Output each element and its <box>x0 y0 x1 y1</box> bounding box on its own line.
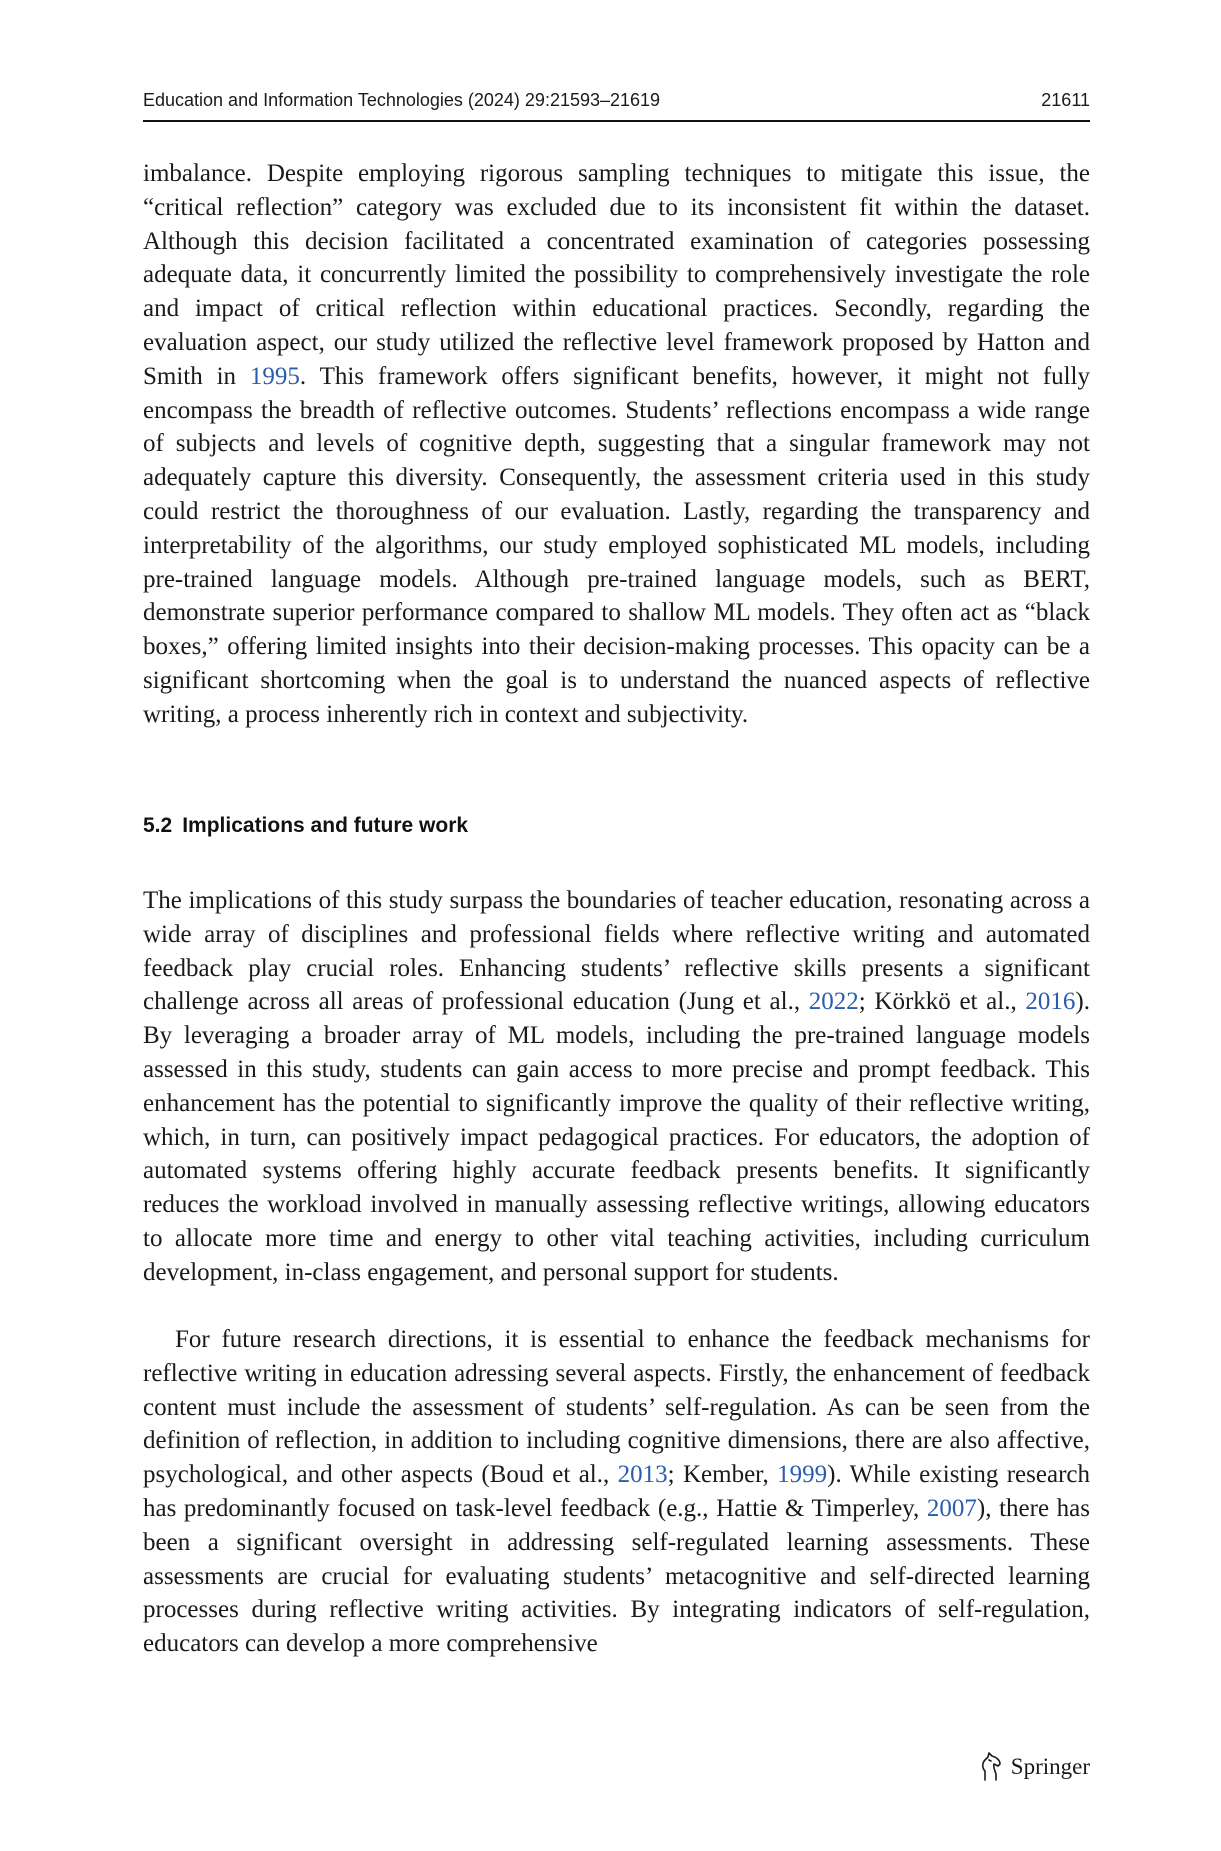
text-run: ). While existing research has predominantly focused on task-level feedback (e.g., Hattie & Timperley, <box>143 1461 1090 1522</box>
running-header <box>143 90 1090 122</box>
limitations-paragraph <box>143 157 1090 732</box>
citation-link-kember-1999[interactable]: 1999 <box>777 1461 828 1489</box>
citation-link-hattie-timperley-2007[interactable]: 2007 <box>926 1494 977 1522</box>
section-number: 5.2 <box>143 814 173 837</box>
springer-horse-icon <box>979 1752 1003 1782</box>
section-heading <box>143 814 468 838</box>
publisher-logo <box>979 1750 1090 1784</box>
text-run: ; Körkkö et al., <box>858 988 1026 1016</box>
text-run: . This framework offers significant benefits, however, it might not fully encompass the breadth of reflective outcomes. Students’ reflections encompass a wide range of subjects and levels of cognitive depth, suggesting that a singular framework may not adequately capture this diversity. Consequently, the assessment criteria used in this study could restrict the thoroughness of our evaluation. Lastly, regarding the transparency and interpretability of the algorithms, our study employed sophisticated ML models, including pre-trained language models. Although pre-trained language models, such as BERT, demonstrate superior performance compared to shallow ML models. They often act as “black boxes,” offering limited insights into their decision-making processes. This opacity can be a significant shortcoming when the goal is to understand the nuanced aspects of reflective writing, a process inherently rich in context and subjectivity. <box>143 362 1090 728</box>
implications-paragraph <box>143 884 1090 1290</box>
publisher-name: Springer <box>1010 1754 1090 1779</box>
text-run: imbalance. Despite employing rigorous sampling techniques to mitigate this issue, the “critical reflection” category was excluded due to its inconsistent fit within the dataset. Although this decision facilitated a concentrated examination of categories possessing adequate data, it concurrently limited the possibility to comprehensively investigate the role and impact of critical reflection within educational practices. Secondly, regarding the evaluation aspect, our study utilized the reflective level framework proposed by Hatton and Smith in <box>143 160 1090 390</box>
text-run: The implications of this study surpass the boundaries of teacher education, resonating across a wide array of disciplines and professional fields where reflective writing and automated feedback play crucial roles. Enhancing students’ reflective skills presents a significant challenge across all areas of professional education (Jung et al., <box>143 887 1090 1016</box>
text-run: ), there has been a significant oversight in addressing self-regulated learning assessments. These assessments are crucial for evaluating students’ metacognitive and self-directed learning processes during reflective writing activities. By integrating indicators of self-regulation, educators can develop a more comprehensive <box>143 1494 1090 1658</box>
text-run: For future research directions, it is essential to enhance the feedback mechanisms for reflective writing in education adressing several aspects. Firstly, the enhancement of feedback content must include the assessment of students’ self-regulation. As can be seen from the definition of reflection, in addition to including cognitive dimensions, there are also affective, psychological, and other aspects (Boud et al., <box>143 1326 1090 1489</box>
section-title: Implications and future work <box>182 814 469 837</box>
citation-link-hatton-smith-1995[interactable]: 1995 <box>249 362 300 390</box>
page-number: 21611 <box>1041 90 1090 110</box>
future-work-paragraph <box>143 1323 1090 1661</box>
citation-link-boud-2013[interactable]: 2013 <box>617 1461 668 1489</box>
citation-link-korkko-2016[interactable]: 2016 <box>1025 988 1076 1016</box>
text-run: ; Kember, <box>667 1461 778 1489</box>
citation-link-jung-2022[interactable]: 2022 <box>808 988 859 1016</box>
text-run: ). By leveraging a broader array of ML models, including the pre-trained language models assessed in this study, students can gain access to more precise and prompt feedback. This enhancement has the potential to significantly improve the quality of their reflective writing, which, in turn, can positively impact pedagogical practices. For educators, the adoption of automated systems offering highly accurate feedback presents benefits. It significantly reduces the workload involved in manually assessing reflective writings, allowing educators to allocate more time and energy to other vital teaching activities, including curriculum development, in-class engagement, and personal support for students. <box>143 988 1090 1286</box>
journal-citation: Education and Information Technologies (2024) 29:21593–21619 <box>143 90 661 110</box>
